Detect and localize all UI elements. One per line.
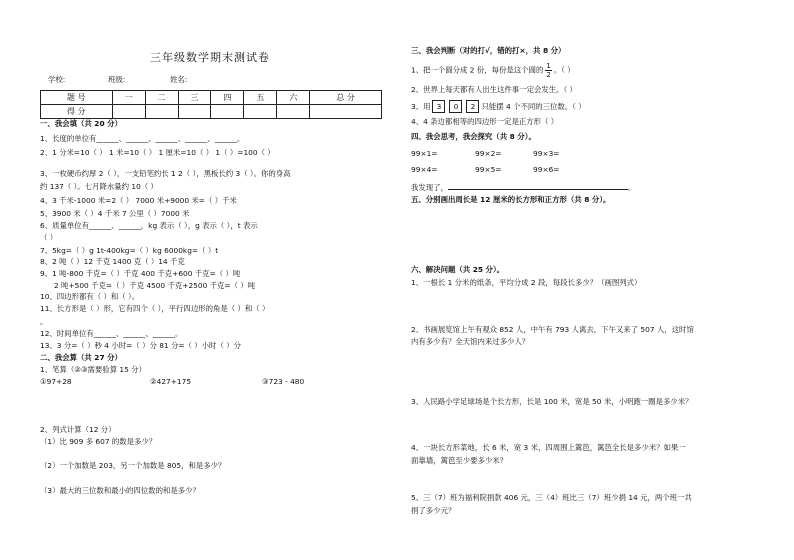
calc-title: 1、笔算（②③需要验算 15 分）: [40, 365, 146, 374]
expr-1: 99×1=: [411, 149, 438, 158]
question-10: 10、四边形都有（ ）和（ ）。: [40, 292, 140, 301]
table-cell: 一: [112, 91, 145, 105]
score-table: [40, 90, 382, 119]
list-calc-2: （2）一个加数是 203，另一个加数是 805，和是多少？: [40, 461, 226, 470]
fraction-one-half: [545, 62, 551, 79]
question-8: 8、2 吨（ ）12 千克 1400 克（ ）14 千克: [40, 257, 185, 266]
problem-5b: 捐了多少元？: [411, 506, 456, 515]
finding-answer-line[interactable]: [448, 181, 628, 190]
section-2-title: 二、我会算（共 27 分）: [40, 353, 122, 362]
question-2: 2、1 分米=10（ ） 1 米=10（ ） 1 厘米=10（ ） 1（ ）=100（ ）: [40, 148, 275, 157]
class-label: 班级:: [108, 75, 126, 84]
expr-6: 99×6=: [533, 165, 560, 174]
judge-3: [411, 100, 586, 113]
judge-1-answer[interactable]: 。（ ）: [553, 65, 575, 75]
list-calc-3: （3）最大的三位数和最小的四位数的和是多少？: [40, 486, 200, 495]
question-7: 7、5kg=（ ）g 1t-400kg=（ ）kg 6000kg=（ ）t: [40, 246, 219, 255]
table-cell: 三: [178, 91, 211, 105]
problem-2a: 2、书画展览馆上午有观众 852 人，中午有 793 人离去，下午又来了 507 人，这时馆: [411, 325, 694, 334]
question-9b: 2 吨+500 千克=（ ）千克 4500 千克+2500 千克=（ ）吨: [54, 281, 256, 290]
judge-1: [411, 62, 575, 79]
score-table-score-row: [41, 105, 382, 119]
problem-3: 3、人民路小学足球场是个长方形，长是 100 米，宽是 50 米，小明跑一圈是多少米？: [411, 397, 693, 406]
question-9a: 9、1 吨-800 千克=（ ）千克 400 千克+600 千克=（ ）吨: [40, 269, 241, 278]
section-3-title: 三、我会判断（对的打√，错的打×，共 8 分）: [411, 46, 566, 55]
table-cell: 六: [277, 91, 310, 105]
expr-2: 99×2=: [475, 149, 502, 158]
judge-1-text: 1、把一个圆分成 2 份，每份是这个圆的: [411, 65, 544, 75]
list-calc-1: （1）比 909 多 607 的数是多少？: [40, 437, 157, 446]
calc-item-3: ③723 - 480: [262, 377, 305, 386]
question-3a: 3、一枚硬币约厚 2（ ），一支铅笔约长 1 2（ ），黑板长约 3（ ）。你的身高: [40, 169, 291, 178]
question-3b: 约 137（ ）。七月降水量约 10（ ）: [40, 182, 158, 191]
score-input-cell[interactable]: [145, 105, 178, 119]
table-cell: 总 分: [310, 91, 382, 105]
question-5: 5、3900 米（ ）4 千米 7 公里（ ）7000 米: [40, 209, 190, 218]
finding-line: 我发现了， 。: [411, 183, 636, 192]
question-12: 12、时间单位有______、______、______。: [40, 329, 183, 338]
question-11b: 。: [40, 317, 48, 326]
question-4: 4、3 千米-1000 米=2（ ） 7000 米+9000 米=（ ）千米: [40, 196, 237, 205]
question-6a: 6、质量单位有______、______，kg 表示（ ），g 表示（ ），t 表示: [40, 221, 258, 230]
table-cell: 二: [145, 91, 178, 105]
problem-1: 1、一根长 1 分米的纸条，平均分成 2 段，每段长多少？（画图列式）: [411, 278, 642, 287]
question-11a: 11、长方形是（ ）形，它有四个（ ），平行四边形的角是（ ）和（ ）: [40, 304, 270, 313]
question-6b: （ ）: [40, 233, 58, 242]
fraction-denominator: 2: [546, 71, 551, 79]
score-input-cell[interactable]: [112, 105, 145, 119]
digit-card: 2: [466, 100, 479, 113]
expr-3: 99×3=: [533, 149, 560, 158]
score-input-cell[interactable]: [244, 105, 277, 119]
judge-2: 2、世界上每天都有人出生这件事一定会发生。（ ）: [411, 85, 577, 94]
score-input-cell[interactable]: [277, 105, 310, 119]
digit-card: 3: [432, 100, 445, 113]
school-label: 学校:: [48, 75, 66, 84]
table-cell: 题 号: [41, 91, 113, 105]
table-cell: 得 分: [41, 105, 113, 119]
judge-3-answer[interactable]: 只能摆 4 个不同的三位数。（ ）: [481, 102, 586, 111]
problem-4a: 4、一块长方形菜地，长 6 米，宽 3 米，四周围上篱笆，篱笆全长是多少米？如果一: [411, 443, 686, 452]
expr-5: 99×5=: [475, 165, 502, 174]
name-label: 姓名:: [170, 75, 188, 84]
problem-5a: 5、三（7）班为福利院捐款 406 元，三（4）班比三（7）班少捐 14 元，两个班一共: [411, 493, 692, 502]
problem-4b: 面靠墙，篱笆至少要多少米？: [411, 456, 508, 465]
score-input-cell[interactable]: [310, 105, 382, 119]
fraction-numerator: 1: [546, 62, 551, 70]
score-table-header-row: [41, 91, 382, 105]
question-1: 1、长度的单位有______、______、______、______、______。: [40, 134, 245, 143]
finding-label: 我发现了，: [411, 183, 448, 192]
score-input-cell[interactable]: [178, 105, 211, 119]
judge-4: 4、4 条边都相等的四边形一定是正方形（ ）: [411, 117, 559, 126]
question-13: 13、3 分=（ ）秒 4 小时=（ ）分 81 分=（ ）小时（ ）分: [40, 341, 241, 350]
section-6-title: 六、解决问题（共 25 分）。: [411, 265, 505, 274]
table-cell: 四: [211, 91, 244, 105]
score-input-cell[interactable]: [211, 105, 244, 119]
section-1-title: 一、我会填（共 20 分）: [40, 119, 122, 128]
problem-2b: 内有多少有？全天馆内来过多少人？: [411, 337, 530, 346]
list-calc-title: 2、列式计算（12 分）: [40, 425, 116, 434]
digit-card: 0: [449, 100, 462, 113]
section-5-title: 五、分别画出周长是 12 厘米的长方形和正方形（共 8 分）。: [411, 195, 611, 204]
expr-4: 99×4=: [411, 165, 438, 174]
table-cell: 五: [244, 91, 277, 105]
calc-item-1: ①97+28: [40, 377, 72, 386]
section-4-title: 四、我会思考，我会探究（共 8 分）。: [411, 132, 536, 141]
judge-3-text: 3、用: [411, 102, 431, 111]
page-title: 三年级数学期末测试卷: [150, 51, 270, 64]
calc-item-2: ②427+175: [150, 377, 192, 386]
